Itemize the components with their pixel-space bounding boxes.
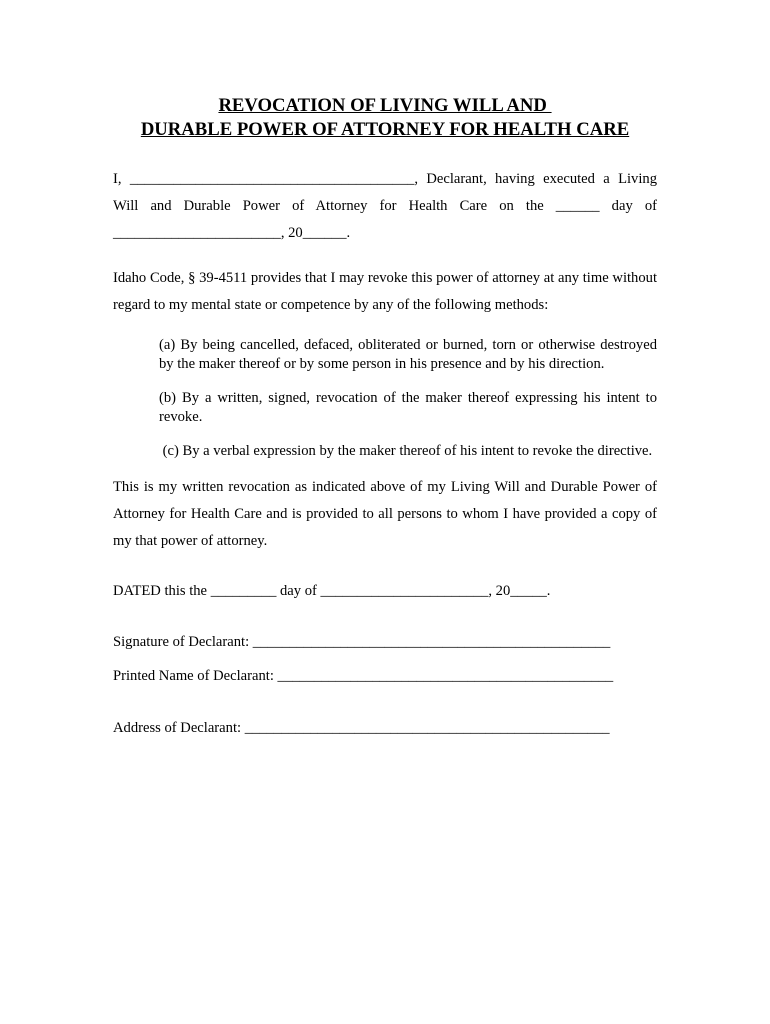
dated-line: DATED this the _________ day of _______________________, 20_____. [113, 582, 551, 599]
method-c: (c) By a verbal expression by the maker thereof of his intent to revoke the directive. [159, 443, 653, 459]
method-a: (a) By being cancelled, defaced, obliterated or burned, torn or otherwise destroyed by the maker thereof or by some person in his presence and by his direction. [159, 337, 657, 372]
address-line: Address of Declarant: __________________________________________________ [113, 719, 610, 736]
revocation-methods-list [159, 336, 657, 461]
signature-line: Signature of Declarant: _________________________________________________ [113, 633, 611, 650]
idaho-code-paragraph: Idaho Code, § 39-4511 provides that I may revoke this power of attorney at any time without regard to my mental state or competence by any of the following methods: [113, 270, 657, 313]
method-b: (b) By a written, signed, revocation of the maker thereof expressing his intent to revoke. [159, 390, 657, 425]
document-title [113, 94, 657, 142]
revocation-paragraph: This is my written revocation as indicated above of my Living Will and Durable Power of Attorney for Health Care and is provided to all persons to whom I have provided a copy of my that power of attorney. [113, 478, 657, 549]
title-line-2: DURABLE POWER OF ATTORNEY FOR HEALTH CARE [140, 119, 630, 140]
opening-paragraph: I, _______________________________________, Declarant, having executed a Living Will and Durable Power of Attorney for Health Care on the ______ day of _______________________, 20______. [113, 171, 657, 241]
title-line-1: REVOCATION OF LIVING WILL AND [218, 95, 552, 116]
printed-name-line: Printed Name of Declarant: ______________________________________________ [113, 667, 614, 684]
